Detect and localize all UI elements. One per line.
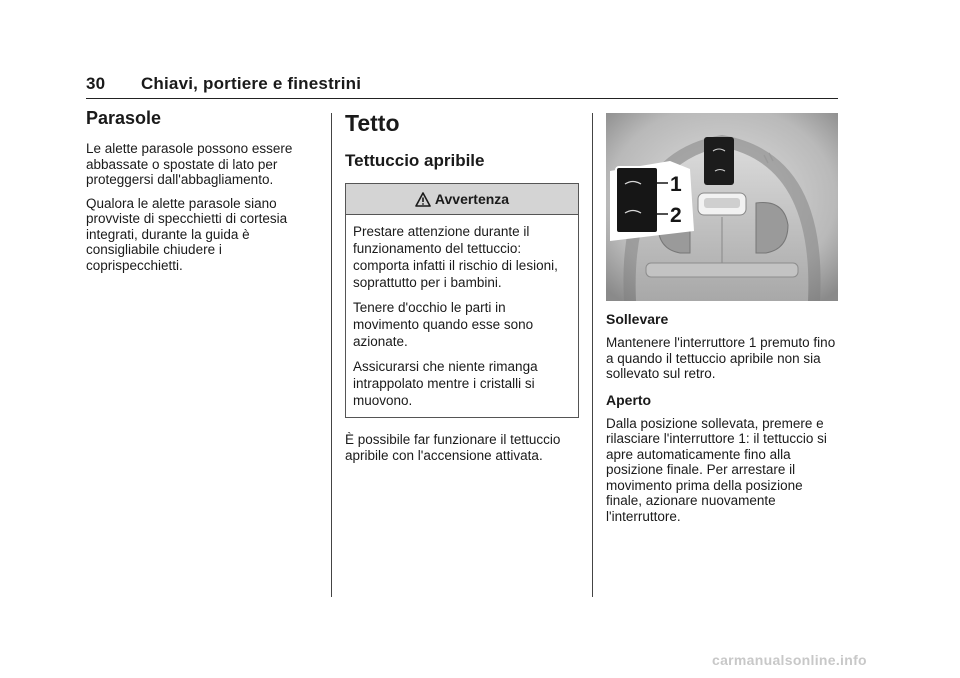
page-number: 30	[86, 74, 106, 93]
paragraph: Mantenere l'interruttore 1 premuto fino a quando il tettuccio apribile non sia sollevato sul retro.	[606, 335, 836, 381]
sunroof-switch-photo	[606, 113, 838, 301]
paragraph: Le alette parasole possono essere abbassate o spostate di lato per proteggersi dall'abbagliamento.	[86, 141, 293, 187]
page-header	[86, 74, 361, 94]
warning-paragraph: Tenere d'occhio le parti in movimento quando esse sono azionate.	[353, 300, 534, 349]
subheading-aperto: Aperto	[606, 391, 652, 408]
callout-1: 1	[670, 173, 682, 196]
watermark: carmanualsonline.info	[712, 652, 867, 668]
warning-triangle-icon	[415, 192, 431, 207]
warning-header	[346, 184, 578, 215]
column-sunroof-controls	[606, 108, 841, 524]
warning-paragraph: Assicurarsi che niente rimanga intrappolato mentre i cristalli si muovono.	[353, 359, 538, 408]
column-divider-1	[331, 113, 332, 597]
warning-paragraph: Prestare attenzione durante il funzionamento del tettuccio: comporta infatti il rischio di lesioni, soprattutto per i bambini.	[353, 224, 558, 290]
paragraph: Dalla posizione sollevata, premere e rilasciare l'interruttore 1: il tettuccio si apre automaticamente fino alla posizione finale. Per arrestare il movimento prima della posizione finale, azionare nuovamente l'interruttore.	[606, 415, 827, 524]
section-heading-tetto: Tetto	[345, 110, 400, 136]
column-parasole	[86, 108, 316, 273]
paragraph: Qualora le alette parasole siano provviste di specchietti di cortesia integrati, durante la guida è consigliabile chiudere i coprispecchietti.	[86, 195, 288, 273]
warning-box	[345, 183, 579, 418]
paragraph: È possibile far funzionare il tettuccio apribile con l'accensione attivata.	[345, 432, 561, 463]
warning-title: Avvertenza	[434, 191, 510, 207]
chapter-title: Chiavi, portiere e finestrini	[140, 74, 362, 93]
section-heading-parasole: Parasole	[86, 108, 162, 128]
warning-body	[346, 215, 578, 417]
callout-2: 2	[670, 204, 682, 227]
header-rule	[86, 98, 838, 99]
column-divider-2	[592, 113, 593, 597]
subheading-sollevare: Sollevare	[606, 311, 669, 327]
column-tetto	[345, 108, 580, 463]
subheading-tettuccio: Tettuccio apribile	[345, 151, 485, 170]
